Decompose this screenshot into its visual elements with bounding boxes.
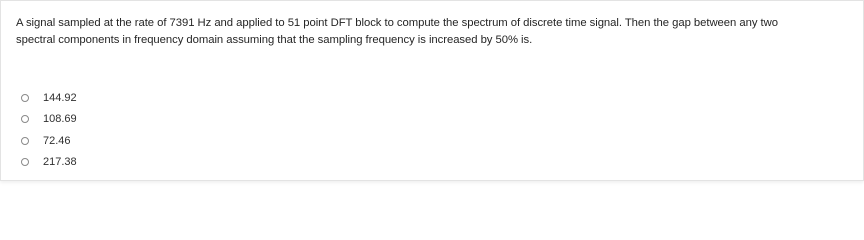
answer-options [21,87,77,173]
radio-button[interactable] [21,158,29,166]
answer-option-2[interactable] [21,109,77,131]
radio-button[interactable] [21,115,29,123]
radio-button[interactable] [21,137,29,145]
answer-option-4[interactable] [21,152,77,174]
radio-button[interactable] [21,94,29,102]
answer-option-label[interactable]: 217.38 [43,156,77,169]
answer-option-label[interactable]: 108.69 [43,113,77,126]
answer-option-1[interactable] [21,87,77,109]
answer-option-label[interactable]: 72.46 [43,134,71,147]
question-text [16,15,851,49]
question-line-2: spectral components in frequency domain assuming that the sampling frequency is increased by 50% is. [16,34,533,46]
question-line-1: A signal sampled at the rate of 7391 Hz and applied to 51 point DFT block to compute the spectrum of discrete time signal. Then the gap between any two [16,17,778,29]
answer-option-label[interactable]: 144.92 [43,91,77,104]
answer-option-3[interactable] [21,130,77,152]
